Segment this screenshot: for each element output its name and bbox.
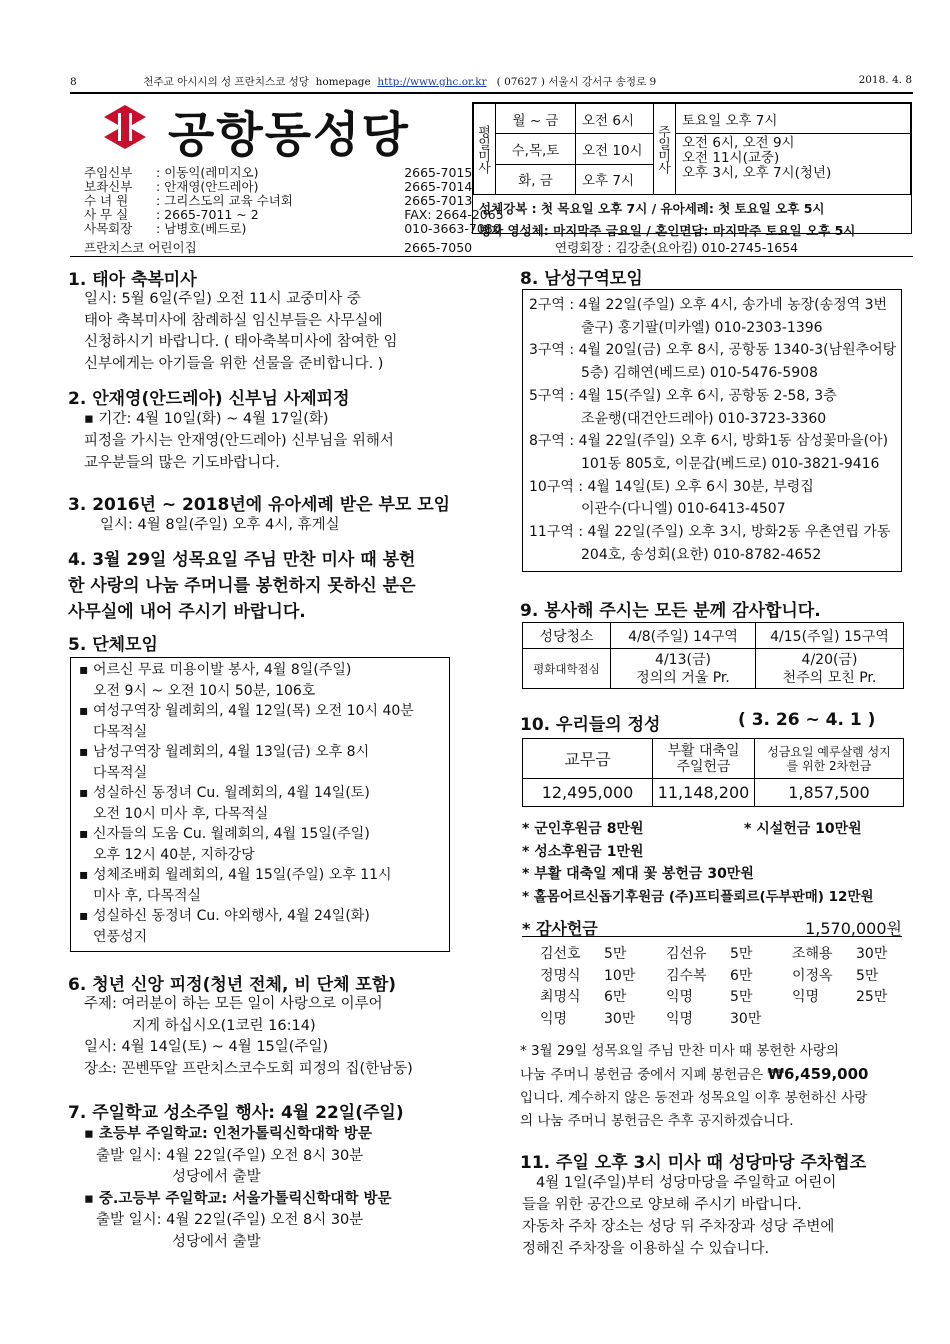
group-meeting-item: ▪ 남성구역장 월례회의, 4월 13일(금) 오후 8시 다목적실 — [79, 742, 441, 783]
offering-value: 12,495,000 — [523, 779, 653, 807]
homepage-link[interactable]: http://www.ghc.or.kr — [377, 76, 487, 88]
group-meeting-box — [70, 657, 450, 952]
staff-role: 프란치스코 어린이집 — [84, 240, 197, 255]
org-name: 천주교 아시시의 성 프란치스코 성당 — [143, 76, 309, 88]
weekday-mass-label: 평일미사 — [474, 104, 496, 195]
district-meeting-item: 2구역 : 4월 22일(주일) 오후 4시, 송가네 농장(송정역 3번 출구) 홍기팔(미카엘) 010-2303-1396 — [529, 297, 888, 336]
staff-role: 주임신부 — [84, 165, 133, 180]
section-body: 4월 1일(주일)부터 성당마당을 주일학교 어린이 들을 위한 공간으로 양보해 주시기 바랍니다. 자동차 주차 장소는 성당 뒤 주차장과 성당 주변에 정해진 주차장을 이용하실 수 있습니다. — [522, 1175, 837, 1257]
section-title: 1. 태아 축복미사 — [68, 270, 197, 290]
thanks-divider — [522, 936, 902, 937]
header-divider — [70, 92, 913, 94]
staff-fax: FAX: 2664-2065 — [404, 207, 504, 222]
volunteer-cell: 4/20(금) 천주의 모친 Pr. — [756, 649, 904, 689]
donor-row: 익명 30만 익명 30만 — [540, 1010, 762, 1027]
header-bottom-divider — [70, 256, 913, 257]
schedule-note: 병자 영성체: 마지막주 금요일 / 혼인면담: 마지막주 토요일 오후 5시 — [479, 223, 856, 238]
district-meeting-item: 10구역 : 4월 14일(토) 오후 6시 30분, 부령집 이관수(다니엘) 010-6413-4507 — [529, 478, 814, 518]
mass-day: 수,목,토 — [496, 134, 576, 164]
group-meeting-item: ▪ 어르신 무료 미용이발 봉사, 4월 8일(주일) 오전 9시 ~ 오전 10시 50분, 106호 — [79, 660, 441, 701]
mass-day: 화, 금 — [496, 164, 576, 194]
group-meeting-item: ▪ 성실하신 동정녀 Cu. 야외행사, 4월 24일(화) 연풍성지 — [79, 906, 441, 947]
group-meeting-item: ▪ 성실하신 동정녀 Cu. 월례회의, 4월 14일(토) 오전 10시 미사 후, 다목적실 — [79, 783, 441, 824]
staff-name: 남병호(베드로) — [164, 221, 247, 236]
notice-note: * 3월 29일 성목요일 주님 만찬 미사 때 봉헌한 사랑의 나눔 주머니 봉헌금 중에서 지폐 봉헌금은 ₩6,459,000 입니다. 계수하지 않은 동전과 성목요일 이후 봉헌하신 사랑 의 나눔 주머니 봉헌금은 추후 공지하겠습니다. — [520, 1043, 869, 1129]
sunday-mass-times: 오전 6시, 오전 9시 오전 11시(교중) 오후 3시, 오후 7시(청년) — [676, 134, 911, 195]
district-meeting-item: 11구역 : 4월 22일(주일) 오후 3시, 방화2동 우촌연립 가동 204호, 송성회(요한) 010-8782-4652 — [529, 524, 891, 563]
offering-value: 11,148,200 — [653, 779, 755, 807]
mass-day: 월 ~ 금 — [496, 104, 576, 134]
homepage-label: homepage — [315, 76, 371, 88]
page-header — [70, 74, 920, 89]
staff-role: 사목회장 — [84, 221, 133, 236]
section-title: 6. 청년 신앙 피정(청년 전체, 비 단체 포함) — [68, 975, 397, 995]
parish-logo — [102, 103, 148, 151]
section-body: ▪ 초등부 주일학교: 인천가톨릭신학대학 방문 출발 일시: 4월 22일(주일) 오전 8시 30분 성당에서 출발 ▪ 중.고등부 주일학교: 서울가톨릭신학대학 방문 출발 일시: 4월 22일(주일) 오전 8시 30분 성당에서 출발 — [84, 1126, 392, 1250]
volunteer-cell: 평화대학점심 — [523, 649, 611, 689]
sunday-mass-label: 주일미사 — [654, 104, 676, 195]
staff-role: 사 무 실 — [84, 207, 129, 222]
staff-row: 사목회장 : 남병호(베드로) 010-3663-7080 — [84, 221, 501, 236]
section-title: 5. 단체모임 — [68, 635, 158, 655]
staff-phone: 010-3663-7080 — [404, 221, 501, 236]
staff-phone: 2665-7013 — [404, 193, 473, 208]
section-body: 일시: 4월 8일(주일) 오후 4시, 휴게실 — [100, 517, 340, 533]
staff-phone: 2665-7015 — [404, 165, 473, 180]
staff-name: 안재영(안드레아) — [164, 179, 259, 194]
district-meeting-item: 8구역 : 4월 22일(주일) 오후 6시, 방화1동 삼성꽃마을(아) 101동 805호, 이문갑(베드로) 010-3821-9416 — [529, 433, 889, 472]
staff-row: 사 무 실 : 2665-7011 ~ 2 FAX: 2664-2065 — [84, 207, 504, 222]
offering-header: 성금요일 예루살렘 성지를 위한 2차헌금 — [755, 739, 904, 779]
mass-schedule — [472, 102, 912, 238]
donor-list — [540, 944, 918, 1030]
section-title: 3. 2016년 ~ 2018년에 유아세례 받은 부모 모임 — [68, 495, 451, 515]
mass-time: 오전 6시 — [576, 104, 654, 134]
district-meeting-box — [522, 289, 902, 572]
issue-date: 2018. 4. 8 — [858, 74, 912, 86]
donor-row: 김선호 5만 김선유 5만 조해용 30만 — [540, 946, 888, 962]
funeral-committee: 연령회장 : 김강춘(요아킴) 010-2745-1654 — [555, 240, 799, 255]
offering-value: 1,857,500 — [755, 779, 904, 807]
section-body: 일시: 5월 6일(주일) 오전 11시 교중미사 중 태아 축복미사에 참례하실 임신부들은 사무실에 신청하시기 바랍니다. ( 태아축복미사에 참여한 임 신부에게는 아기들을 위한 선물을 준비합니다. ) — [84, 291, 398, 372]
section-title: 2. 안재영(안드레아) 신부님 사제피정 — [68, 389, 350, 409]
staff-row: 주임신부 : 이동익(레미지오) 2665-7015 — [84, 165, 473, 180]
volunteer-cell: 4/8(주일) 14구역 — [611, 623, 756, 649]
mass-time: 오전 10시 — [576, 134, 654, 164]
staff-role: 보좌신부 — [84, 179, 133, 194]
section-body: ▪ 기간: 4월 10일(화) ~ 4월 17일(화) 피정을 가시는 안재영(안드레아) 신부님을 위해서 교우분들의 많은 기도바랍니다. — [84, 411, 394, 471]
page-number: 8 — [70, 76, 77, 88]
staff-name: 이동익(레미지오) — [164, 165, 259, 180]
volunteer-table — [522, 622, 904, 689]
staff-role: 수 녀 원 — [84, 193, 129, 208]
offering-table — [522, 738, 904, 807]
notice-bold: 4. 3월 29일 성목요일 주님 만찬 미사 때 봉헌 한 사랑의 나눔 주머니를 봉헌하지 못하신 분은 사무실에 내어 주시기 바랍니다. — [68, 550, 416, 622]
group-meeting-item: ▪ 신자들의 도움 Cu. 월례회의, 4월 15일(주일) 오후 12시 40분, 지하강당 — [79, 824, 441, 865]
staff-phone: 2665-7050 — [404, 240, 473, 255]
volunteer-cell: 4/13(금) 정의의 거울 Pr. — [611, 649, 756, 689]
offering-header: 부활 대축일 주일헌금 — [653, 739, 755, 779]
section-title: 8. 남성구역모임 — [520, 269, 643, 289]
section-title: 11. 주일 오후 3시 미사 때 성당마당 주차협조 — [520, 1153, 867, 1173]
donor-row: 최명식 6만 익명 5만 익명 25만 — [540, 989, 888, 1005]
group-meeting-item: ▪ 여성구역장 월례회의, 4월 12일(목) 오전 10시 40분 다목적실 — [79, 701, 441, 742]
section-title: 10. 우리들의 정성 — [520, 715, 661, 735]
parish-title: 공항동성당 — [168, 107, 410, 163]
section-body: 주제: 여러분이 하는 모든 일이 사랑으로 이루어 지게 하십시오(1코린 16:14) 일시: 4월 14일(토) ~ 4월 15일(주일) 장소: 꼰벤뚜알 프란치스코수도회 피정의 집(한남동) — [84, 996, 413, 1077]
district-meeting-item: 3구역 : 4월 20일(금) 오후 8시, 공항동 1340-3(남원추어탕 5층) 김해연(베드로) 010-5476-5908 — [529, 342, 897, 382]
district-meeting-item: 5구역 : 4월 15(주일) 오후 6시, 공항동 2-58, 3층 조윤행(대건안드레아) 010-3723-3360 — [529, 387, 837, 427]
group-meeting-item: ▪ 성체조배회 월례회의, 4월 15일(주일) 오후 11시 미사 후, 다목적실 — [79, 865, 441, 906]
address: ( 07627 ) 서울시 강서구 송정로 9 — [496, 76, 657, 88]
offering-period: ( 3. 26 ~ 4. 1 ) — [738, 710, 876, 730]
thanks-offering-header: * 감사헌금 1,570,000원 — [522, 919, 902, 938]
offering-header: 교무금 — [523, 739, 653, 779]
mass-time: 오후 7시 — [576, 164, 654, 194]
sunday-mass-time: 토요일 오후 7시 — [676, 104, 911, 134]
staff-phone: 2665-7014 — [404, 179, 473, 194]
volunteer-cell: 4/15(주일) 15구역 — [756, 623, 904, 649]
section-title: 7. 주일학교 성소주일 행사: 4월 22일(주일) — [68, 1103, 404, 1123]
special-offerings: * 군인후원금 8만원 * 시설헌금 10만원 * 성소후원금 1만원 * 부활 대축일 제대 꽃 봉헌금 30만원 * 홀몸어르신돕기후원금 (주)프티플뢰르(두부판매) 12만원 — [522, 821, 874, 905]
staff-row: 수 녀 원 : 그리스도의 교육 수녀회 2665-7013 — [84, 193, 473, 208]
staff-row — [84, 238, 472, 256]
staff-row: 보좌신부 : 안재영(안드레아) 2665-7014 — [84, 179, 473, 194]
staff-name: 2665-7011 ~ 2 — [164, 207, 259, 222]
schedule-note: 성체강복 : 첫 목요일 오후 7시 / 유아세례: 첫 토요일 오후 5시 — [479, 201, 825, 216]
section-title: 9. 봉사해 주시는 모든 분께 감사합니다. — [520, 601, 821, 621]
volunteer-cell: 성당청소 — [523, 623, 611, 649]
donor-row: 정명식 10만 김수복 6만 이정옥 5만 — [540, 967, 879, 984]
staff-name: 그리스도의 교육 수녀회 — [164, 193, 293, 208]
